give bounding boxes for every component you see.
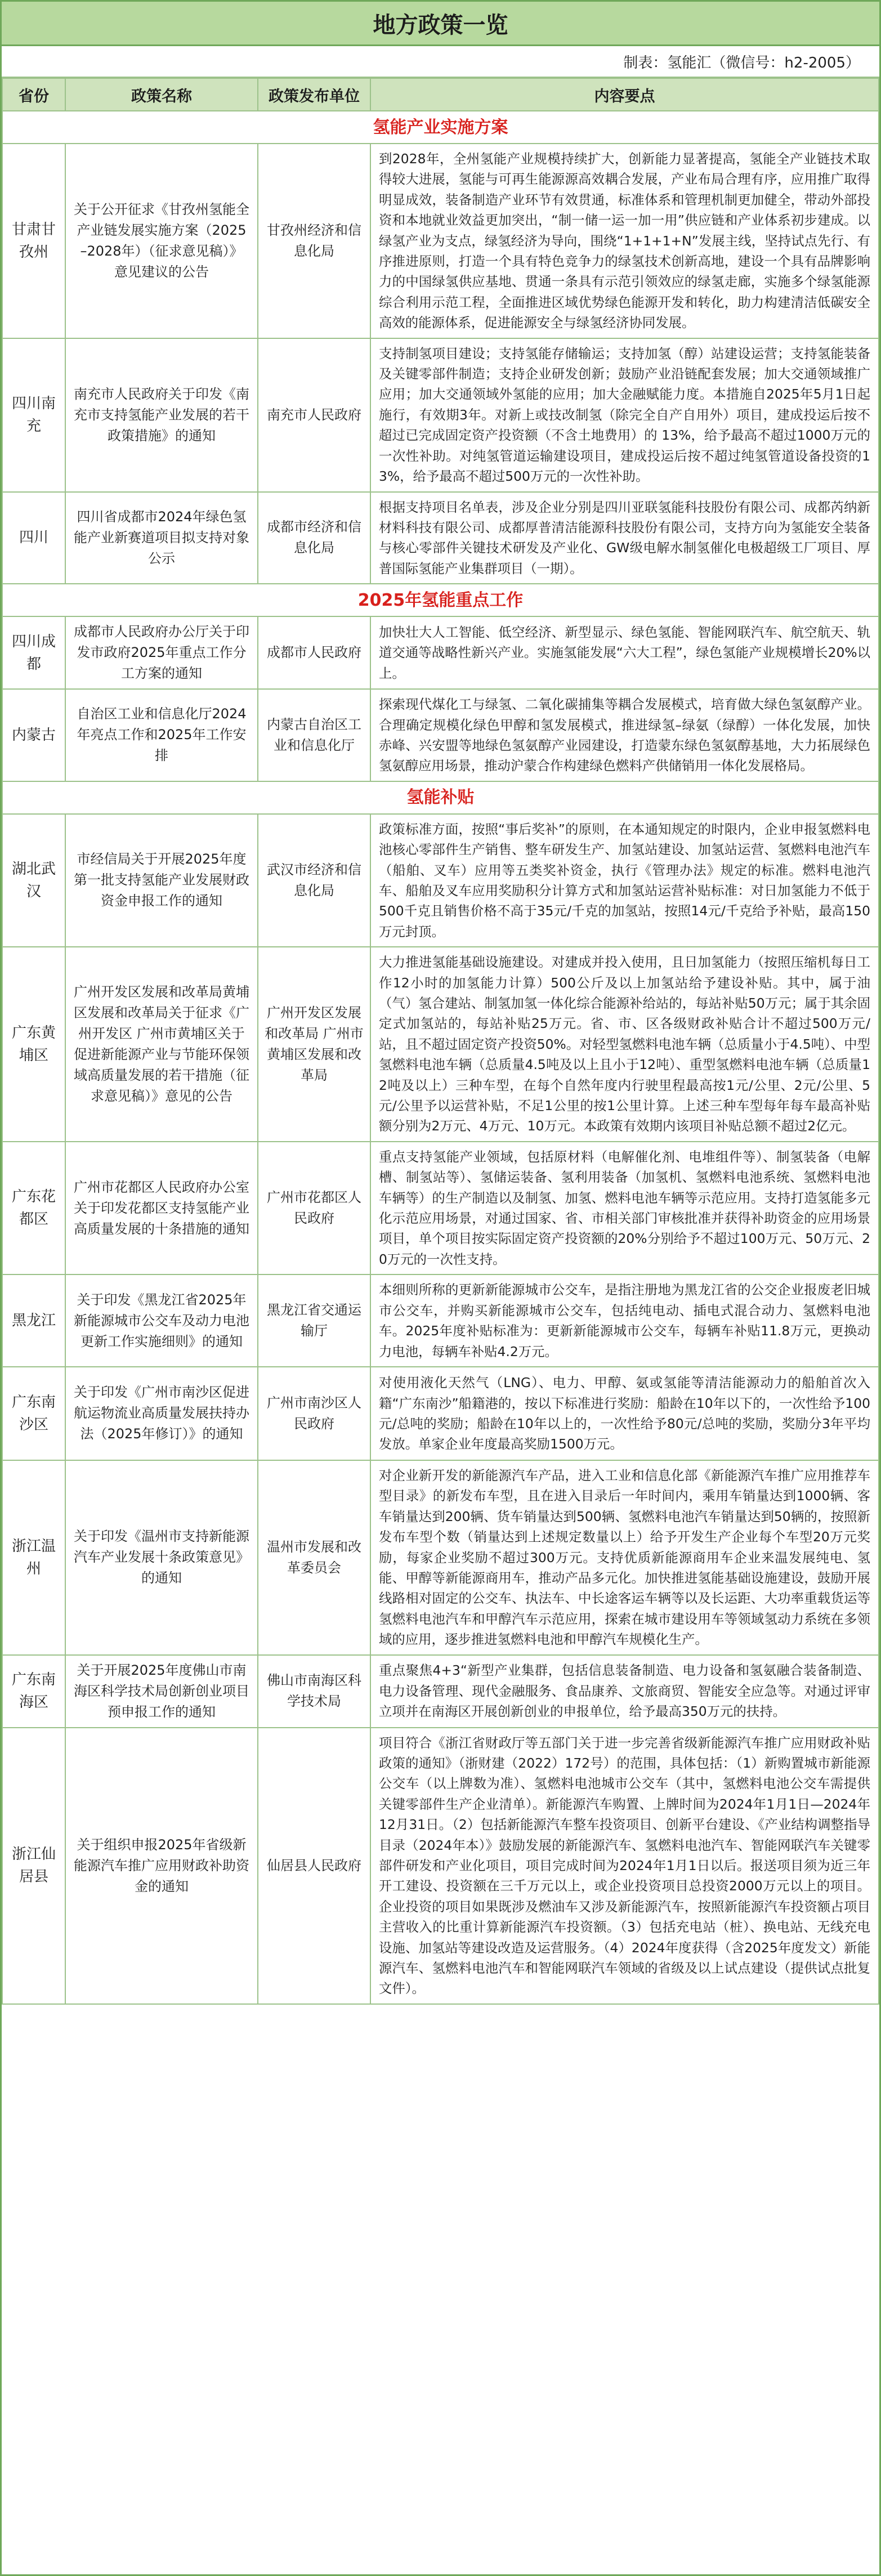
- key-points-cell: 本细则所称的更新新能源城市公交车，是指注册地为黑龙江省的公交企业报废老旧城市公交车，并购买新能源城市公交车，包括纯电动、插电式混合动力、氢燃料电池车。2025年度补贴标准为：更新新能源城市公交车，每辆车补贴11.8万元，更换动力电池，每辆车补贴4.2万元。: [370, 1274, 879, 1367]
- key-points-cell: 对使用液化天然气（LNG）、电力、甲醇、氨或氢能等清洁能源动力的船舶首次入籍“广东南沙”船籍港的，按以下标准进行奖励：船龄在10年以下的，一次性给予100元/总吨的奖励；船龄在10年以上的，一次性给予80元/总吨的奖励，奖励分3年平均发放。单家企业年度最高奖励1500万元。: [370, 1367, 879, 1460]
- issuer-cell: 广州市花都区人民政府: [258, 1142, 370, 1274]
- policy-table: [2, 78, 879, 2005]
- issuer-cell: 成都市经济和信息化局: [258, 492, 370, 584]
- section-title: 氢能产业实施方案: [2, 111, 879, 144]
- issuer-cell: 广州开发区发展和改革局 广州市黄埔区发展和改革局: [258, 947, 370, 1142]
- key-points-cell: 大力推进氢能基础设施建设。对建成并投入使用，且日加氢能力（按照压缩机每日工作12小时的加氢能力计算）500公斤及以上加氢站给予建设补贴。其中，属于油（气）氢合建站、制氢加氢一体化综合能源补给站的，每站补贴50万元；属于其余固定式加氢站的，每站补贴25万元。省、市、区各级财政补贴合计不超过500万元/站，且不超过固定资产投资50%。对轻型氢燃料电池车辆（总质量小于4.5吨）、中型氢燃料电池车辆（总质量4.5吨及以上且小于12吨）、重型氢燃料电池车辆（总质量12吨及以上）三种车型，在每个自然年度内行驶里程最高按1元/公里、2元/公里、5元/公里予以运营补贴，不足1公里的按1公里计算。上述三种车型每年每车最高补贴额分别为2万元、4万元、10万元。本政策有效期内该项目补贴总额不超过2亿元。: [370, 947, 879, 1142]
- section-title: 2025年氢能重点工作: [2, 584, 879, 616]
- policy-name-cell: 关于组织申报2025年省级新能源汽车推广应用财政补助资金的通知: [65, 1728, 258, 2004]
- province-cell: 内蒙古: [2, 689, 65, 781]
- table-row: [2, 1142, 879, 1274]
- issuer-cell: 武汉市经济和信息化局: [258, 814, 370, 947]
- issuer-cell: 南充市人民政府: [258, 338, 370, 492]
- column-header-key-points: 内容要点: [370, 78, 879, 111]
- table-row: [2, 1655, 879, 1728]
- policy-name-cell: 关于印发《温州市支持新能源汽车产业发展十条政策意见》的通知: [65, 1460, 258, 1655]
- key-points-cell: 项目符合《浙江省财政厅等五部门关于进一步完善省级新能源汽车推广应用财政补贴政策的通知》（浙财建（2022）172号）的范围，具体包括：（1）新购置城市新能源公交车（以上牌数为准）、氢燃料电池城市公交车（其中，氢燃料电池公交车需提供关键零部件生产企业清单）。新能源汽车购置、上牌时间为2024年1月1日—2024年12月31日。（2）包括新能源汽车整车投资项目、创新平台建设、《产业结构调整指导目录（2024年本）》鼓励发展的新能源汽车、氢燃料电池汽车、智能网联汽车关键零部件研发和产业化项目，项目完成时间为2024年1月1日以后。报送项目须为近三年开工建设、投资额在三千万元以上，或企业投资项目总投资2000万元以上的项目。企业投资的项目如果既涉及燃油车又涉及新能源汽车，按照新能源汽车投资额占项目主营收入的比重计算新能源汽车投资额。（3）包括充电站（桩）、换电站、无线充电设施、加氢站等建设改造及运营服务。（4）2024年度获得（含2025年度发文）新能源汽车、氢燃料电池汽车和智能网联汽车领域的省级及以上试点建设（提供试点批复文件）。: [370, 1728, 879, 2004]
- province-cell: 甘肃甘孜州: [2, 144, 65, 338]
- section-header-row: [2, 111, 879, 144]
- policy-name-cell: 成都市人民政府办公厅关于印发市政府2025年重点工作分工方案的通知: [65, 616, 258, 689]
- table-row: [2, 814, 879, 947]
- table-row: [2, 492, 879, 584]
- issuer-cell: 温州市发展和改革委员会: [258, 1460, 370, 1655]
- key-points-cell: 政策标准方面，按照“事后奖补”的原则，在本通知规定的时限内，企业申报氢燃料电池核心零部件生产销售、整车研发生产、加氢站建设、加氢站运营、氢燃料电池汽车（船舶、叉车）应用等五类奖补资金，执行《管理办法》规定的标准。燃料电池汽车、船舶及叉车应用奖励积分计算方式和加氢站运营补贴标准：对日加氢能力不低于500千克且销售价格不高于35元/千克的加氢站，按照14元/千克给予补贴，最高150万元封顶。: [370, 814, 879, 947]
- issuer-cell: 佛山市南海区科学技术局: [258, 1655, 370, 1728]
- section-header-row: [2, 781, 879, 814]
- table-row: [2, 616, 879, 689]
- policy-name-cell: 关于印发《黑龙江省2025年新能源城市公交车及动力电池更新工作实施细则》的通知: [65, 1274, 258, 1367]
- key-points-cell: 重点聚焦4+3“新型产业集群，包括信息装备制造、电力设备和氢氨融合装备制造、电力设备管理、现代金融服务、食品康养、文旅商贸、智能安全应急等。对通过评审立项并在南海区开展创新创业的申报单位，给予最高350万元的扶持。: [370, 1655, 879, 1728]
- table-row: [2, 338, 879, 492]
- policy-name-cell: 关于公开征求《甘孜州氢能全产业链发展实施方案（2025–2028年）（征求意见稿）》意见建议的公告: [65, 144, 258, 338]
- policy-name-cell: 广州开发区发展和改革局黄埔区发展和改革局关于征求《广州开发区 广州市黄埔区关于促进新能源产业与节能环保领域高质量发展的若干措施（征求意见稿）》意见的公告: [65, 947, 258, 1142]
- section-title: 氢能补贴: [2, 781, 879, 814]
- province-cell: 广东南沙区: [2, 1367, 65, 1460]
- table-row: [2, 1367, 879, 1460]
- province-cell: 广东花都区: [2, 1142, 65, 1274]
- issuer-cell: 广州市南沙区人民政府: [258, 1367, 370, 1460]
- province-cell: 四川成都: [2, 616, 65, 689]
- policy-name-cell: 南充市人民政府关于印发《南充市支持氢能产业发展的若干政策措施》的通知: [65, 338, 258, 492]
- table-row: [2, 689, 879, 781]
- section-header-row: [2, 584, 879, 616]
- policy-name-cell: 关于印发《广州市南沙区促进航运物流业高质量发展扶持办法（2025年修订）》的通知: [65, 1367, 258, 1460]
- policy-name-cell: 自治区工业和信息化厅2024年亮点工作和2025年工作安排: [65, 689, 258, 781]
- column-header-issuer: 政策发布单位: [258, 78, 370, 111]
- key-points-cell: 对企业新开发的新能源汽车产品，进入工业和信息化部《新能源汽车推广应用推荐车型目录》的新发布车型，且在进入目录后一年时间内，乘用车销量达到1000辆、客车销量达到200辆、货车销量达到500辆、氢燃料电池汽车销量达到50辆的，按照新发布车型个数（销量达到上述规定数量以上）给予开发生产企业每个车型20万元奖励，每家企业奖励不超过300万元。支持优质新能源商用车企业来温发展纯电、氢能、甲醇等新能源商用车，推动产品多元化。加快推进氢能基础设施建设，鼓励开展线路相对固定的公交车、执法车、中长途客运车辆等以及长运距、大功率重载货运等氢燃料电池汽车和甲醇汽车示范应用，探索在城市建设用车等领域氢动力系统在多领域的应用，逐步推进氢燃料电池和甲醇汽车规模化生产。: [370, 1460, 879, 1655]
- province-cell: 四川南充: [2, 338, 65, 492]
- table-header-row: [2, 78, 879, 111]
- issuer-cell: 黑龙江省交通运输厅: [258, 1274, 370, 1367]
- policy-name-cell: 市经信局关于开展2025年度第一批支持氢能产业发展财政资金申报工作的通知: [65, 814, 258, 947]
- policy-name-cell: 四川省成都市2024年绿色氢能产业新赛道项目拟支持对象公示: [65, 492, 258, 584]
- table-row: [2, 1460, 879, 1655]
- issuer-cell: 成都市人民政府: [258, 616, 370, 689]
- issuer-cell: 仙居县人民政府: [258, 1728, 370, 2004]
- table-source-credit: 制表：氢能汇（微信号：h2-2005）: [2, 46, 879, 78]
- key-points-cell: 支持制氢项目建设；支持氢能存储输运；支持加氢（醇）站建设运营；支持氢能装备及关键零部件制造；支持企业研发创新；鼓励产业沿链配套发展；加大交通领域推广应用；加大交通领域外氢能的应用；加大金融赋能力度。本措施自2025年5月1日起施行，有效期3年。对新上或技改制氢（除完全自产自用外）项目，建成投运后按不超过已完成固定资产投资额（不含土地费用）的 13%，给予最高不超过1000万元的一次性补助。对纯氢管道运输建设项目，建成投运后按不超过纯氢管道设备投资的13%，给予最高不超过500万元的一次性补助。: [370, 338, 879, 492]
- province-cell: 浙江温州: [2, 1460, 65, 1655]
- province-cell: 湖北武汉: [2, 814, 65, 947]
- table-row: [2, 1274, 879, 1367]
- key-points-cell: 重点支持氢能产业领域，包括原材料（电解催化剂、电堆组件等）、制氢装备（电解槽、制氢站等）、氢储运装备、氢利用装备（加氢机、氢燃料电池系统、氢燃料电池车辆等）的生产制造以及制氢、加氢、燃料电池车辆等示范应用。支持打造氢能多元化示范应用场景，对通过国家、省、市相关部门审核批准并获得补助资金的应用场景项目，单个项目按实际固定资产投资额的20%分别给予不超过100万元、50万元、20万元的一次性支持。: [370, 1142, 879, 1274]
- key-points-cell: 到2028年，全州氢能产业规模持续扩大，创新能力显著提高，氢能全产业链技术取得较大进展，氢能与可再生能源源高效耦合发展，产业布局合理有序，应用推广取得明显成效，装备制造产业环节有效贯通，标准体系和管理机制更加健全，带动外部投资和本地就业效益更加突出，“制一储一运一加一用”供应链和产业体系初步建成。以绿氢产业为支点，绿氢经济为导向，围绕“1+1+1+N”发展主线，坚持试点先行、有序推进原则，打造一个具有特色竞争力的绿氢技术创新高地，建设一个具有品牌影响力的中国绿氢供应基地、贯通一条具有示范引领效应的绿氢走廊，实施多个绿氢能源综合利用示范工程，全面推进区域优势绿色能源开发和转化，助力构建清洁低碳安全高效的能源体系，促进能源安全与绿氢经济协同发展。: [370, 144, 879, 338]
- column-header-policy-name: 政策名称: [65, 78, 258, 111]
- province-cell: 四川: [2, 492, 65, 584]
- province-cell: 黑龙江: [2, 1274, 65, 1367]
- policy-name-cell: 关于开展2025年度佛山市南海区科学技术局创新创业项目预申报工作的通知: [65, 1655, 258, 1728]
- policy-name-cell: 广州市花都区人民政府办公室关于印发花都区支持氢能产业高质量发展的十条措施的通知: [65, 1142, 258, 1274]
- province-cell: 广东南海区: [2, 1655, 65, 1728]
- page-title: 地方政策一览: [2, 2, 879, 46]
- key-points-cell: 探索现代煤化工与绿氢、二氧化碳捕集等耦合发展模式，培育做大绿色氢氨醇产业。合理确定规模化绿色甲醇和氢发展模式，推进绿氢–绿氨（绿醇）一体化发展，加快赤峰、兴安盟等地绿色氢氨醇产业园建设，打造蒙东绿色氢氨醇基地，大力拓展绿色氢氨醇应用场景，推动沪蒙合作构建绿色燃料产供储销用一体化发展格局。: [370, 689, 879, 781]
- province-cell: 广东黄埔区: [2, 947, 65, 1142]
- province-cell: 浙江仙居县: [2, 1728, 65, 2004]
- issuer-cell: 甘孜州经济和信息化局: [258, 144, 370, 338]
- table-row: [2, 1728, 879, 2004]
- key-points-cell: 根据支持项目名单表，涉及企业分别是四川亚联氢能科技股份有限公司、成都芮纳新材料科技有限公司、成都厚普清洁能源科技股份有限公司，支持方向为氢能安全装备与核心零部件关键技术研发及产业化、GW级电解水制氢催化电极超级工厂项目、厚普国际氢能产业集群项目（一期）。: [370, 492, 879, 584]
- policy-table-body: [2, 111, 879, 2004]
- column-header-province: 省份: [2, 78, 65, 111]
- key-points-cell: 加快壮大人工智能、低空经济、新型显示、绿色氢能、智能网联汽车、航空航天、轨道交通等战略性新兴产业。实施氢能发展“六大工程”，绿色氢能产业规模增长20%以上。: [370, 616, 879, 689]
- issuer-cell: 内蒙古自治区工业和信息化厅: [258, 689, 370, 781]
- table-row: [2, 144, 879, 338]
- table-row: [2, 947, 879, 1142]
